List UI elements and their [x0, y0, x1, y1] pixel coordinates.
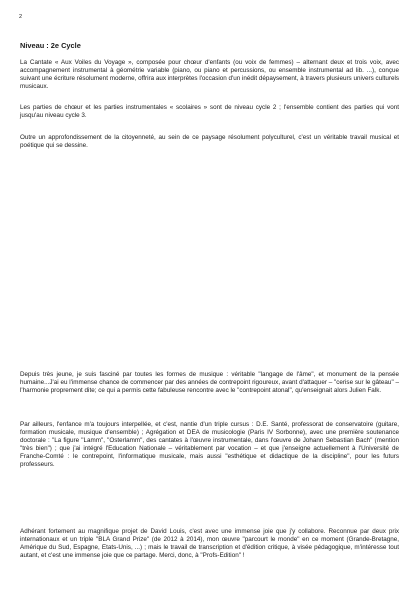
- level-heading: Niveau : 2e Cycle: [20, 41, 81, 50]
- paragraph-author-career: Par ailleurs, l'enfance m'a toujours interpellée, et c'est, nantie d'un triple cursus : D.E. Santé, professorat de conservatoire (guitare, formation musicale, musique d'ensemble) ; Agrégation et DEA de musicologie (Paris IV Sorbonne), avec une première soutenance doctorale : "La figure "Lamm", "Osterlamm", des cantates à l'œuvre instrumentale, dans l'œuvre de Johann Sebastian Bach" (mention "très bien") ; que j'ai intégré l'Education Nationale – véritablement par vocation – et que j'enseigne actuellement à l'Université de Franche-Comté : le contrepoint, l'informatique musicale, mais aussi "esthétique et didactique de la discipline", pour les futurs professeurs.: [20, 421, 399, 468]
- page-number: 2: [19, 14, 23, 20]
- paragraph-citizenship: Outre un approfondissement de la citoyenneté, au sein de ce paysage résolument polyculturel, c'est un véritable travail musical et poétique qui se dessine.: [20, 134, 399, 149]
- paragraph-collaboration: Adhérant fortement au magnifique projet de David Louis, c'est avec une immense joie que j'y collabore. Reconnue par deux prix internationaux et un triple "BLA Grand Prize" (de 2012 à 2014), mon œuvre "parcourt le monde" en ce moment (Grande-Bretagne, Amérique du Sud, Espagne, Etats-Unis, ...) ; mais le travail de transcription et d'édition critique, à visée pédagogique, m'intéresse tout autant, et c'est une immense joie que ce partage. Merci, donc, à "Profs-Edition" !: [20, 528, 399, 559]
- paragraph-levels: Les parties de chœur et les parties instrumentales « scolaires » sont de niveau cycle 2 ; l'ensemble contient des parties qui vont jusqu'au niveau cycle 3.: [20, 104, 399, 119]
- paragraph-author-music: Depuis très jeune, je suis fasciné par toutes les formes de musique : véritable "langage de l'âme", et monument de la pensée humaine...J'ai eu l'immense chance de commencer par des années de contrepoint rigoureux, avant d'attaquer – "cerise sur le gâteau" – l'harmonie proprement dite; ce qui a permis cette fabuleuse rencontre avec le "contrepoint atonal", qu'enseignait alors Julien Falk.: [20, 371, 399, 394]
- paragraph-cantata-description: La Cantate « Aux Voiles du Voyage », composée pour chœur d'enfants (ou voix de femmes) – alternant deux et trois voix, avec accompagnement instrumental à géométrie variable (piano, ou piano et percussions, ou ensemble instrumental ad lib. ...), conçue suivant une écriture résolument moderne, offrira aux interprètes l'occasion d'un inédit dépaysement, à travers plusieurs univers culturels musicaux.: [20, 59, 399, 90]
